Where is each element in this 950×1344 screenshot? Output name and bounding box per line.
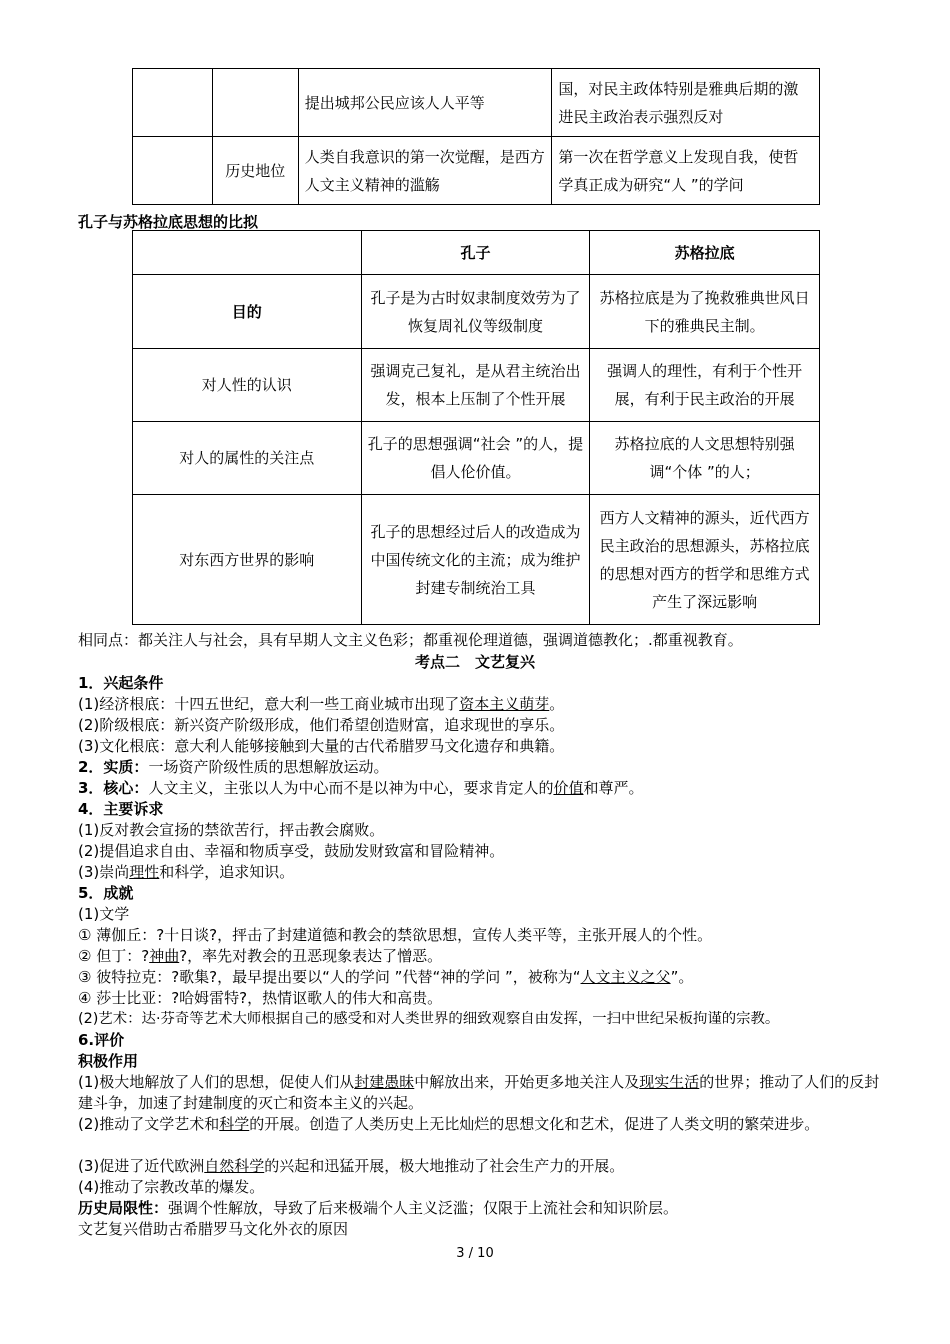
- heading-1: 1．兴起条件: [78, 674, 164, 692]
- text-line: (2)提倡追求自由、幸福和物质享受，鼓励发财致富和冒险精神。: [78, 842, 505, 860]
- table-cell: 历史地位: [212, 137, 298, 205]
- text-line: (3)崇尚理性和科学，追求知识。: [78, 863, 295, 881]
- text-line: (2)艺术：达·芬奇等艺术大师根据自己的感受和对人类世界的细致观察自由发挥，一扫中世纪呆板拘谨的宗教。: [78, 1011, 780, 1027]
- text-line: (2)阶级根底：新兴资产阶级形成，他们希望创造财富，追求现世的享乐。: [78, 716, 565, 734]
- text-line: 文艺复兴借助古希腊罗马文化外衣的原因: [78, 1220, 349, 1238]
- table-cell: 第一次在哲学意义上发现自我，使哲学真正成为研究“人 ”的学问: [552, 137, 820, 205]
- table-cell: 目的: [133, 275, 362, 349]
- table-cell: 孔子的思想强调“社会 ”的人，提倡人伦价值。: [361, 422, 590, 495]
- table-cell: 对东西方世界的影响: [133, 495, 362, 625]
- table-cell: [212, 69, 298, 137]
- table-cell: 强调克己复礼，是从君主统治出发，根本上压制了个性开展: [361, 349, 590, 422]
- heading-4: 4．主要诉求: [78, 800, 164, 818]
- text-line: (4)推动了宗教改革的爆发。: [78, 1178, 265, 1196]
- text-line: ① 薄伽丘：?十日谈?，抨击了封建道德和教会的禁欲思想，宣传人类平等，主张开展人的个性。: [78, 926, 713, 944]
- comparison-table: [132, 230, 820, 625]
- paragraph: (1)极大地解放了人们的思想，促使人们从封建愚昧中解放出来，开始更多地关注人及现实生活的世界；推动了人们的反封建斗争，加速了封建制度的灭亡和资本主义的兴起。: [78, 1073, 880, 1112]
- table-cell: 人类自我意识的第一次觉醒，是西方人文主义精神的滥觞: [298, 137, 552, 205]
- heading-5: 5．成就: [78, 884, 134, 902]
- heading-3: 3．核心：人文主义，主张以人为中心而不是以神为中心，要求肯定人的价值和尊严。: [78, 779, 644, 797]
- text-line: (1)反对教会宣扬的禁欲苦行，抨击教会腐败。: [78, 821, 385, 839]
- text-line: (1)经济根底：十四五世纪，意大利一些工商业城市出现了资本主义萌芽。: [78, 695, 565, 713]
- table-header: 孔子: [361, 231, 590, 275]
- kaodian-title: 考点二 文艺复兴: [414, 653, 535, 671]
- text-line: (1)文学: [78, 905, 130, 923]
- table-cell: 国，对民主政体特别是雅典后期的激进民主政治表示强烈反对: [552, 69, 820, 137]
- table-cell: 孔子是为古时奴隶制度效劳为了恢复周礼仪等级制度: [361, 275, 590, 349]
- paragraph: (2)推动了文学艺术和科学的开展。创造了人类历史上无比灿烂的思想文化和艺术，促进了人类文明的繁荣进步。: [78, 1115, 820, 1133]
- text-line: ④ 莎士比亚：?哈姆雷特?，热情讴歌人的伟大和高贵。: [78, 989, 443, 1007]
- text-line: (3)文化根底：意大利人能够接触到大量的古代希腊罗马文化遗存和典籍。: [78, 737, 565, 755]
- table-cell: 孔子的思想经过后人的改造成为中国传统文化的主流；成为维护封建专制统治工具: [361, 495, 590, 625]
- table-cell: 西方人文精神的源头，近代西方民主政治的思想源头，苏格拉底的思想对西方的哲学和思维方式产生了深远影响: [590, 495, 820, 625]
- table-cell: 强调人的理性，有利于个性开展，有利于民主政治的开展: [590, 349, 820, 422]
- table-cell: 对人的属性的关注点: [133, 422, 362, 495]
- text-line: ② 但丁：?神曲?，率先对教会的丑恶现象表达了憎恶。: [78, 947, 443, 965]
- table-cell: 苏格拉底是为了挽救雅典世风日下的雅典民主制。: [590, 275, 820, 349]
- table-cell: 苏格拉底的人文思想特别强调“个体 ”的人；: [590, 422, 820, 495]
- table-cell: 对人性的认识: [133, 349, 362, 422]
- text-line: ③ 彼特拉克：?歌集?，最早提出要以“人的学问 ”代替“神的学问 ”，被称为“人文主义之父”。: [78, 968, 694, 986]
- philosophers-table-continued: [132, 68, 820, 205]
- table-header: 苏格拉底: [590, 231, 820, 275]
- subheading: 积极作用: [78, 1052, 139, 1070]
- section-title: 孔子与苏格拉底思想的比拟: [78, 213, 259, 231]
- heading-6: 6.评价: [78, 1031, 125, 1049]
- similarity-text: 相同点：都关注人与社会，具有早期人文主义色彩；都重视伦理道德，强调道德教化；.都重视教育。: [78, 631, 743, 649]
- page-number: 3 / 10: [456, 1246, 494, 1261]
- text-line: (3)促进了近代欧洲自然科学的兴起和迅猛开展，极大地推动了社会生产力的开展。: [78, 1157, 625, 1175]
- table-cell: 提出城邦公民应该人人平等: [298, 69, 552, 137]
- table-cell: [133, 69, 213, 137]
- text-line: 历史局限性：强调个性解放，导致了后来极端个人主义泛滥；仅限于上流社会和知识阶层。: [78, 1199, 679, 1217]
- table-header: [133, 231, 362, 275]
- table-cell: [133, 137, 213, 205]
- heading-2: 2．实质：一场资产阶级性质的思想解放运动。: [78, 758, 389, 776]
